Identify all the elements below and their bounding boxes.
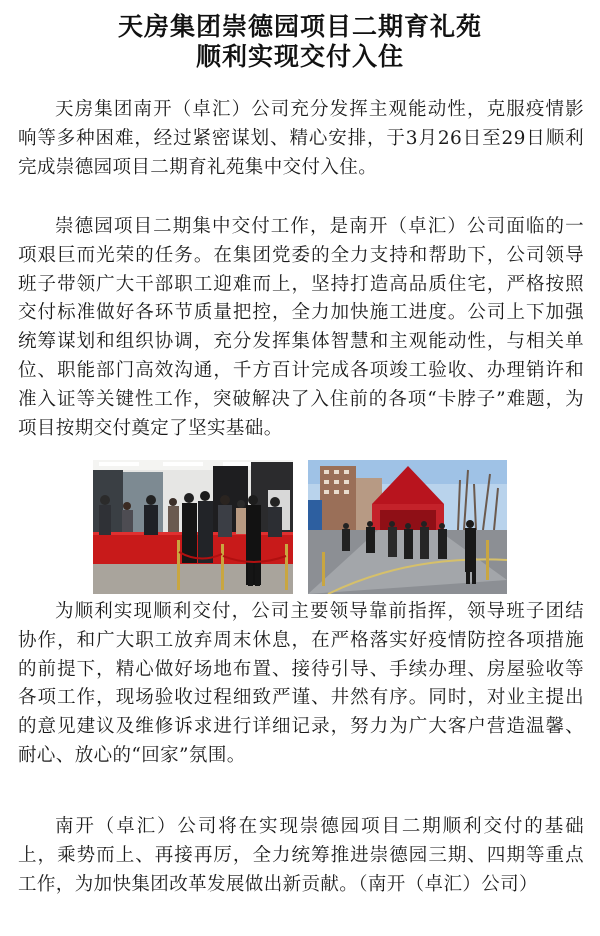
outdoor-handover-photo <box>308 460 507 594</box>
title-line-2: 顺利实现交付入住 <box>195 42 404 71</box>
paragraph-intro: 天房集团南开（卓汇）公司充分发挥主观能动性，克服疫情影响等多种困难，经过紧密谋划、精心安排，于3月26日至29日顺利完成崇德园项目二期育礼苑集中交付入住。 <box>18 99 584 178</box>
title-line-1: 天房集团崇德园项目二期育礼苑 <box>117 12 482 41</box>
paragraph-handover-process: 为顺利实现顺利交付，公司主要领导靠前指挥，领导班子团结协作，和广大职工放弃周末休息，在严格落实好疫情防控各项措施的前提下，精心做好场地布置、接待引导、手续办理、房屋验收等各项工作，现场验收过程细致严谨、井然有序。同时，对业主提出的意见建议及维修诉求进行详细记录，努力为广大客户营造温馨、耐心、放心的“回家”氛围。 <box>18 601 584 766</box>
paragraph-background: 崇德园项目二期集中交付工作，是南开（卓汇）公司面临的一项艰巨而光荣的任务。在集团党委的全力支持和帮助下，公司领导班子带领广大干部职工迎难而上，坚持打造高品质住宅，严格按照交付标准做好各环节质量把控，全力加快施工进度。公司上下加强统筹谋划和组织协调，充分发挥集体智慧和主观能动性，与相关单位、职能部门高效沟通，千方百计完成各项竣工验收、办理销许和准入证等关键性工作，突破解决了入住前的各项“卡脖子”难题，为项目按期交付奠定了坚实基础。 <box>18 216 584 439</box>
indoor-handover-photo <box>93 460 293 594</box>
paragraph-conclusion: 南开（卓汇）公司将在实现崇德园项目二期顺利交付的基础上，乘势而上、再接再厉，全力统筹推进崇德园三期、四期等重点工作，为加快集团改革发展做出新贡献。（南开（卓汇）公司） <box>18 816 584 895</box>
